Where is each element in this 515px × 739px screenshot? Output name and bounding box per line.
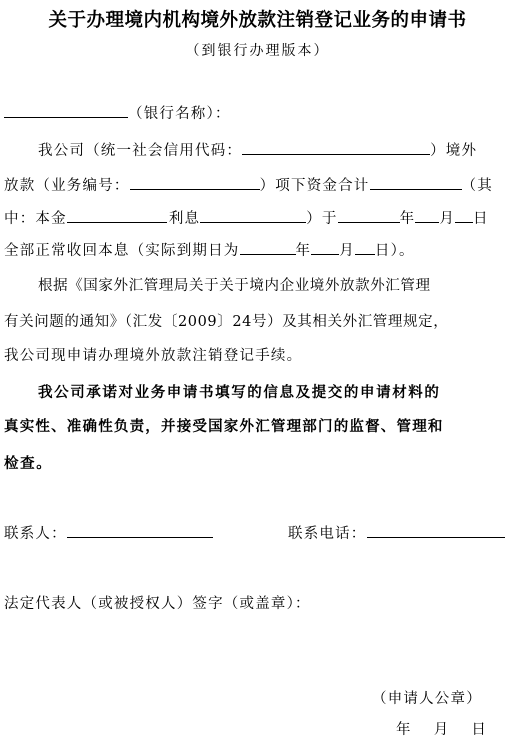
para1-line4 xyxy=(4,239,415,260)
month-label: 月 xyxy=(339,243,355,259)
month-label: 月 xyxy=(439,211,456,227)
business-no-field[interactable] xyxy=(130,175,260,190)
para2-line1: 根据《国家外汇管理局关于关于境内企业境外放款外汇管理 xyxy=(38,278,431,294)
total-funds-label: ）项下资金合计 xyxy=(259,178,370,194)
para1-text: ）于 xyxy=(306,211,338,227)
due-day-field[interactable] xyxy=(355,240,375,255)
due-year-field[interactable] xyxy=(240,240,296,255)
contact-field[interactable] xyxy=(67,523,213,538)
principal-field[interactable] xyxy=(67,208,167,223)
credit-code-label: 我公司（统一社会信用代码： xyxy=(38,143,243,159)
year-label: 年 xyxy=(399,211,416,227)
recovery-day-field[interactable] xyxy=(455,208,473,223)
date-year-label: 年 xyxy=(396,722,412,738)
seal-label: （申请人公章） xyxy=(372,691,482,707)
total-funds-field[interactable] xyxy=(370,175,462,190)
document-title: 关于办理境内机构境外放款注销登记业务的申请书 xyxy=(48,10,467,31)
interest-label: 利息 xyxy=(168,211,201,227)
commitment-line1: 我公司承诺对业务申请书填写的信息及提交的申请材料的 xyxy=(38,384,441,401)
bank-name-field[interactable] xyxy=(4,103,128,118)
due-date-label: 全部正常收回本息（实际到期日为 xyxy=(4,243,240,259)
interest-field[interactable] xyxy=(200,208,306,223)
principal-label: 中：本金 xyxy=(4,211,67,227)
phone-row xyxy=(288,522,505,543)
para1-text: （其 xyxy=(461,178,493,194)
business-no-label: 放款（业务编号： xyxy=(4,178,130,194)
due-month-field[interactable] xyxy=(311,240,339,255)
contact-label: 联系人： xyxy=(4,526,67,542)
para2-line3: 我公司现申请办理境外放款注销登记手续。 xyxy=(4,348,303,364)
para1-line1 xyxy=(38,139,477,160)
commitment-line2: 真实性、准确性负责，并接受国家外汇管理部门的监督、管理和 xyxy=(4,418,444,435)
contact-row xyxy=(4,522,213,543)
bank-name-row xyxy=(4,102,231,123)
phone-label: 联系电话： xyxy=(288,526,367,542)
para2-line2: 有关问题的通知》（汇发〔2009〕24号）及其相关外汇管理规定， xyxy=(4,314,449,330)
date-day-label: 日 xyxy=(471,722,488,738)
bank-name-label: （银行名称）： xyxy=(128,106,231,122)
day-label: 日 xyxy=(473,211,489,227)
phone-field[interactable] xyxy=(367,523,505,538)
document-subtitle: （到银行办理版本） xyxy=(185,43,330,59)
credit-code-field[interactable] xyxy=(242,140,430,155)
recovery-month-field[interactable] xyxy=(415,208,439,223)
para1-text: ）境外 xyxy=(430,143,478,159)
para1-line3 xyxy=(4,207,489,228)
para1-line2 xyxy=(4,174,493,195)
commitment-line3: 检查。 xyxy=(4,455,53,472)
signature-label: 法定代表人（或被授权人）签字（或盖章）： xyxy=(4,596,311,612)
date-month-label: 月 xyxy=(433,722,450,738)
recovery-year-field[interactable] xyxy=(338,208,400,223)
year-label: 年 xyxy=(295,243,312,259)
date-line xyxy=(396,718,487,739)
day-label: 日）。 xyxy=(374,243,415,259)
